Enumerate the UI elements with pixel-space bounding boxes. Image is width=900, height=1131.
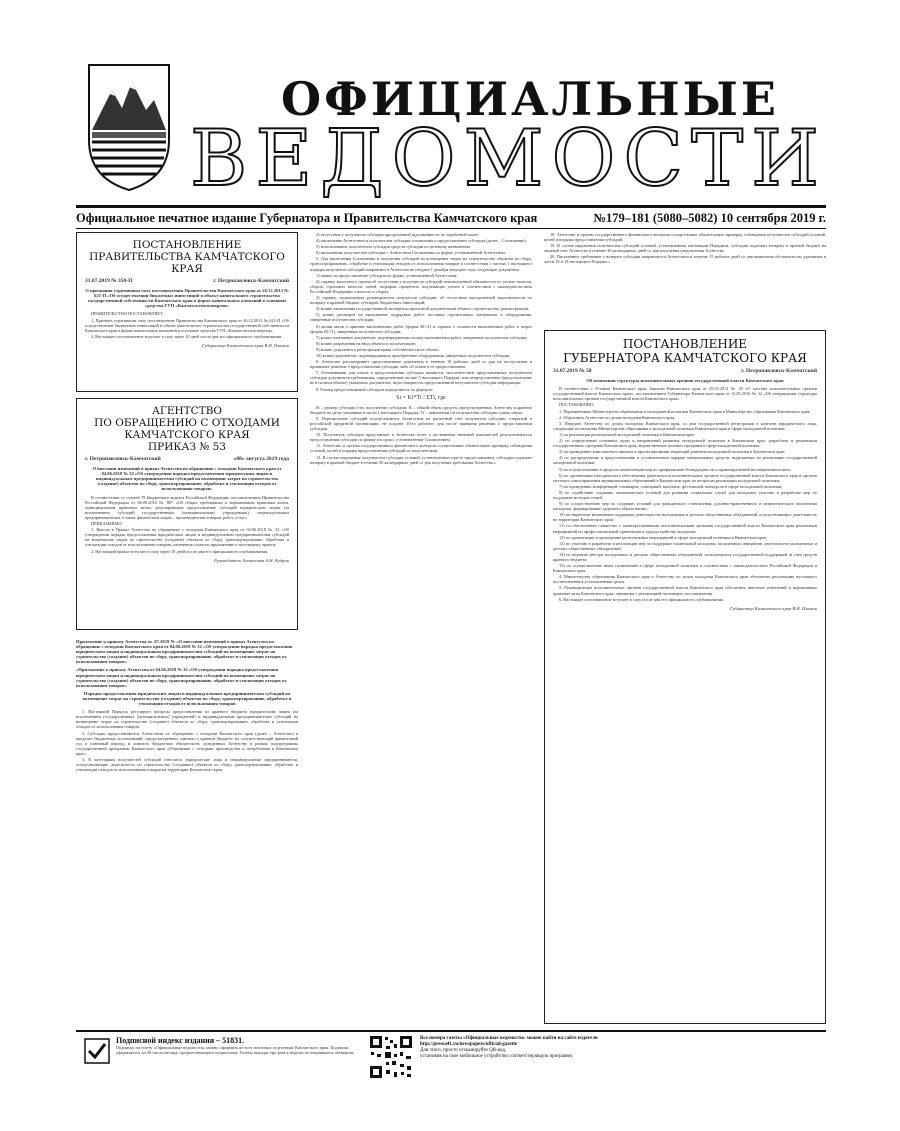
doc3-meta xyxy=(553,369,817,374)
doc3-box xyxy=(544,330,826,1024)
masthead-title-top: ОФИЦИАЛЬНЫЕ xyxy=(281,72,779,126)
cont-p6: 1) заявку на предоставление субсидии по форме, установленной Агентством; xyxy=(316,272,458,278)
cont-p5: 5. Для заключения Соглашения и получения субсидий на возмещение затрат на строительство объектов по сбору, транспортированию, обработке и утилизации отходов от использования товаров в соответствии с частью 1 настоящего порядка получатель субсидий направляет в Агентство не позднее 1 декабря текущего года следующие документы: xyxy=(310,256,532,272)
doc2-appendix xyxy=(76,636,298,1024)
doc2-sign: Руководитель Агентства А.Н. Кудрин xyxy=(213,557,289,563)
doc2-meta xyxy=(85,457,289,462)
intro-p1: 18. Агентство и органы государственного финансового контроля осуществляют обязательную проверку соблюдения получателем субсидий условий, целей и порядка предоставления субсидий. xyxy=(544,232,826,243)
doc2-box xyxy=(76,398,298,630)
subscription-title: Подписной индекс издания – 51831. xyxy=(116,1036,245,1045)
doc3-p18: 14) по ведению реестра молодежных и детских общественных объединений, пользующихся государственной поддержкой за счет средств краевого бюджета; xyxy=(553,551,817,562)
cont-p18: 8. Размер предоставляемой субсидии определяется по формуле: xyxy=(316,386,433,392)
cont-p4: 6) выполнение получателем субсидии с Агентством Соглашения по форме, установленной Агентством. xyxy=(316,250,506,256)
cont-p9: 4) копию заключения государственной экспертизы проектной документации объекта строительства, реконструкции; xyxy=(316,306,530,312)
doc2-continued xyxy=(310,232,532,1024)
doc3-p2: 1. Переименовать Министерство образования и молодежной политики Камчатского края в Министерство образования Камчатского края. xyxy=(559,408,811,414)
appendix-p3: 1. Настоящий Порядок регулирует вопросы предоставления из краевого бюджета юридическим лицам (за исключением государственных (муниципальных) учреждений) и индивидуальным предпринимателям субсидий на возмещение затрат на строительство (создание) объектов по сбору, транспортированию, обработке и утилизации отходов от использования товаров. xyxy=(76,709,298,730)
cont-p1: 3) отсутствие у получателя субсидии просроченной задолженности по заработной плате; xyxy=(316,232,479,237)
site-line2: Для этого, просто отсканируйте QR-код, xyxy=(420,1048,507,1053)
doc2-header-text: АГЕНТСТВО ПО ОБРАЩЕНИЮ С ОТХОДАМИ КАМЧАТСКОГО КРАЯ ПРИКАЗ № 53 xyxy=(94,405,280,453)
doc3-p20: 4. Министерству образования Камчатского края и Агентству по делам молодежи Камчатского края обеспечить реализацию настоящего постановления в установленные сроки. xyxy=(553,574,817,585)
cont-p10: 5) копии договоров на выполнение подрядных работ, поставку строительных материалов и оборудования, заверенные получателем субсидии; xyxy=(310,312,532,323)
cont-p12: 7) копии платежных документов, подтверждающих оплату выполненных работ, заверенные получателем субсидии; xyxy=(316,334,528,340)
doc3-preamble: ПОСТАНОВЛЯЮ: xyxy=(559,402,594,408)
doc3-header-text: ПОСТАНОВЛЕНИЕ ГУБЕРНАТОРА КАМЧАТСКОГО КРАЯ xyxy=(563,337,807,365)
doc2-p1: В соответствии со статьей 78 Бюджетного кодекса Российской Федерации, постановлением Правительства Российской Федерации от 06.09.2016 № 887 «Об общих требованиях к нормативным правовым актам, муниципальным правовым актам, регулирующим предоставление субсидий юридическим лицам (за исключением субсидий государственным (муниципальным) учреждениям), индивидуальным предпринимателям, а также физическим лицам – производителям товаров, работ, услуг» xyxy=(85,494,289,520)
cont-p14: 9) копию документа о регистрации права собственности на объект; xyxy=(316,346,440,352)
doc3-p10: 6) по организации методического обеспечения деятельности исполнительных органов государственной власти Камчатского края и органов местного самоуправления муниципальных образований в Камчатском крае по вопросам реализации молодежной политики; xyxy=(553,472,817,483)
doc3-p15: 11) по обеспечению совместно с заинтересованными исполнительными органами государственной власти Камчатского края реализации мероприятий по профессиональной ориентации и трудоустройству молодежи; xyxy=(553,523,817,534)
masthead-title-main: ВЕДОМОСТИ xyxy=(190,114,828,204)
cont-p2: 4) заключение Агентством и получателем субсидии соглашения о предоставлении субсидии (далее – Соглашение); xyxy=(316,238,527,244)
doc3-p11: 7) по проведению конференций, семинаров, совещаний, выставок, фестивалей, конкурсов в сфере молодежной политики; xyxy=(559,483,783,489)
doc2-preamble: ПРИКАЗЫВАЮ: xyxy=(91,521,123,527)
appendix-p2: «Приложение к приказу Агентства от 04.06.2018 № 32 «Об утверждении порядка предоставления юридическим лицам и индивидуальным предпринимателям субсидий на возмещение затрат на строительство (создание) объектов по сбору, транспортированию, обработке и утилизации отходов от использования товаров» xyxy=(76,667,287,688)
doc3-p7: 3) по проведению комплексного анализа и прогнозирования тенденций развития молодежной политики в Камчатском крае; xyxy=(559,449,786,455)
doc1-sign: Губернатор Камчатского края В.И. Илюхин xyxy=(202,342,289,348)
cont-p16: 6. Агентство рассматривает представленные документы в течение 10 рабочих дней со дня их поступления и принимает решение о предоставлении субсидии либо об отказе в ее предоставлении. xyxy=(310,359,532,370)
doc3-p12: 8) по содействию созданию экономических условий для развития социальных служб для молодежи, участию в разработке мер по поддержке молодых семей; xyxy=(553,489,817,500)
doc1-header-text: ПОСТАНОВЛЕНИЕ ПРАВИТЕЛЬСТВА КАМЧАТСКОГО КРАЯ xyxy=(89,239,285,275)
doc3-sign: Губернатор Камчатского края В.И. Илюхин xyxy=(730,605,817,611)
doc3-p21: 5. Руководителям исполнительных органов государственной власти Камчатского края обеспечить внесение изменений в нормативные правовые акты Камчатского края, связанные с реализацией настоящего постановления. xyxy=(553,585,817,596)
doc3-p9: 5) по осуществлению в пределах компетенции мер по профилактике безнадзорности и правонарушений несовершеннолетних; xyxy=(559,466,792,472)
doc3-p13: 9) по осуществлению мер по созданию условий для гражданского становления, духовно-нравственного и патриотического воспитания молодежи, формированию здорового образа жизни; xyxy=(553,501,817,512)
intro-p2: 19. В случае нарушения получателем субсидий условий, установленных настоящим Порядком, субсидия подлежит возврату в краевой бюджет на лицевой счет Агентства в течение 30 календарных дней со дня получения уведомления Агентства. xyxy=(544,243,826,254)
site-info xyxy=(420,1036,820,1060)
doc3-place: г. Петропавловск-Камчатский xyxy=(741,368,817,374)
doc2-title: О внесении изменений в приказ Агентства по обращению с отходами Камчатского края от 04.06.2018 № 32 «Об утверждении порядка предоставления юридическим лицам и индивидуальным предпринимателям субсидий на возмещение затрат на строительство (создание) объектов по сбору, транспортированию, обработке и утилизации отходов от использования товаров» xyxy=(92,466,282,492)
doc1-p1: 1. Признать утратившим силу постановление Правительства Камчатского края от 26.12.2013 № 621-П «Об осуществлении бюджетных инвестиций в объект капитального строительства государственной собственности Камчатского края в форме капитальных вложений в основные средства ГУП «Камчатсктеплоэнергия». xyxy=(85,317,289,333)
doc1-header xyxy=(85,239,289,275)
doc1-preamble: ПРАВИТЕЛЬСТВО ПОСТАНОВЛЯЕТ: xyxy=(91,311,164,317)
doc3-p8: 4) по распределению и предоставлению в установленном порядке материальных средств, выделяемых на реализацию государственной молодежной политики; xyxy=(553,455,817,466)
doc2-place: г. Петропавловск-Камчатский xyxy=(85,456,161,462)
doc3-p5: 1) по реализации региональной молодежной политики в Камчатском крае; xyxy=(559,431,696,437)
doc3-p3: 2. Образовать Агентство по делам молодежи Камчатского края. xyxy=(559,414,676,420)
cont-p21: 10. Получатель субсидии представляет в Агентство отчет о достижении значений показателей результативности предоставления субсидии по форме и в сроки, установленные Соглашением. xyxy=(310,432,532,443)
doc3-title: Об изменении структуры исполнительных органов государственной власти Камчатского края xyxy=(586,378,784,384)
issue-number: №179–181 (5080–5082) 10 сентября 2019 г. xyxy=(593,210,826,225)
doc1-number: 31.07.2019 № 350-П xyxy=(85,278,133,284)
site-url[interactable]: http://pressa41.ru/newspapers/official-gazette xyxy=(420,1042,518,1047)
cont-p22: 11. Агентство и органы государственного финансового контроля осуществляют обязательную проверку соблюдения условий, целей и порядка предоставления субсидий их получателями. xyxy=(310,443,532,454)
subscription-box xyxy=(116,1036,361,1080)
doc1-meta xyxy=(85,279,289,284)
doc3-p22: 6. Настоящее постановление вступает в силу после дня его официального опубликования. xyxy=(559,596,724,602)
doc2-p2: 1. Внести в Приказ Агентства по обращению с отходами Камчатского края от 04.06.2018 № 32 «Об утверждении порядка предоставления юридическим лицам и индивидуальным предпринимателям субсидий на возмещение затрат на строительство (создание) объектов по сбору, транспортированию, обработке и утилизации отходов от использования товаров» изменения согласно приложению к настоящему приказу. xyxy=(85,527,289,548)
doc1-title: О признании утратившим силу постановления Правительства Камчатского края от 26.12.2013 № 621-П «Об осуществлении бюджетных инвестиций в объект капитального строительства государственной собственности Камчатского края в форме капитальных вложений в основные средства ГУП «Камчатсктеплоэнергия» xyxy=(85,288,289,309)
doc1-box xyxy=(76,232,298,392)
doc3-header xyxy=(553,337,817,365)
doc3-p6: 2) по определению основных задач и направлений развития молодежной политики в Камчатском крае, разработке и реализации государственных программ Камчатского края, ведомственных целевых программ в сфере молодежной политики; xyxy=(553,438,817,449)
doc3-p17: 13) по участию в разработке и реализации мер по поддержке талантливой молодежи, молодежных инициатив, деятельности молодежных и детских общественных объединений; xyxy=(553,540,817,551)
intro-p3: 20. Письменное требование о возврате субсидии направляется Агентством в течение 15 рабочих дней со дня выявления обстоятельств, указанных в части 18 и 19 настоящего Порядка.» xyxy=(544,254,826,265)
doc3-p14: 10) по выработке механизмов поддержки деятельности молодежных и детских общественных объединений, осуществляющих деятельность на территории Камчатского края; xyxy=(553,512,817,523)
masthead-subtitle: Официальное печатное издание Губернатора и Правительства Камчатского края xyxy=(76,210,538,225)
doc2-header xyxy=(85,405,289,453)
cont-p3: 5) использование получателем субсидии средств субсидии по целевому назначению; xyxy=(316,244,472,250)
cont-p23: 12. В случае нарушения получателем субсидии условий, установленных при ее предоставлении, субсидия подлежит возврату в краевой бюджет в течение 30 календарных дней со дня получения требования Агентства.» xyxy=(310,454,532,465)
cont-p7: 2) справку налогового органа об отсутствии у получателя субсидий неисполненной обязанности по уплате налогов, сборов, страховых взносов, пеней, штрафов, процентов, подлежащих уплате в соответствии с законодательством Российской Федерации о налогах и сборах; xyxy=(310,278,532,294)
kamchatka-emblem xyxy=(84,60,174,195)
cont-p17: 7. Основаниями для отказа в предоставлении субсидии являются: несоответствие представленных получателем субсидии документов требованиям, определенным частью 5 настоящего Порядка, или непредставление (предоставление не в полном объеме) указанных документов; недостоверность представленной получателем субсидии информации. xyxy=(310,370,532,386)
appendix-title: Порядок предоставления юридическим лицам и индивидуальным предпринимателям субсидий на возмещение затрат на строительство (создание) объектов по сбору, транспортированию, обработке и утилизации отходов от использования товаров xyxy=(82,690,292,707)
cont-p13: 8) копию разрешения на ввод объекта в эксплуатацию; xyxy=(316,340,417,346)
doc3-p1: В соответствии с Уставом Камчатского края, Законом Камчатского края от 29.03.2012 № 30 «О системе исполнительных органов государственной власти Камчатского края», постановлением Губернатора Камчатского края от 13.05.2016 № 32 «Об утверждении структуры исполнительных органов государственной власти Камчатского края» xyxy=(553,386,817,402)
doc3-p4: 3. Передать Агентству по делам молодежи Камчатского края, со дня государственной регистрации в качестве юридического лица, следующие полномочия Министерства образования и молодежной политики Камчатского края в сфере молодежной политики: xyxy=(553,420,817,431)
doc1-p2: 2. Настоящее постановление вступает в силу через 10 дней после дня его официального опубликования. xyxy=(91,333,283,339)
cont-p8: 3) справку, подписанную руководителем получателя субсидии, об отсутствии просроченной задолженности по возврату в краевой бюджет субсидий, бюджетных инвестиций; xyxy=(310,295,532,306)
cont-p19: Si – размер субсидии i-му получателю субсидии; K – общий объем средств, предусмотренных Агентству в краевом бюджете на цели, указанные в части 1 настоящего Порядка; Ti – заявленная i-м получателем субсидии сумма затрат. xyxy=(310,404,532,415)
doc3-intro xyxy=(544,232,826,294)
site-line3: установив на свое мобильное устройство соответствующую программу. xyxy=(420,1054,574,1059)
appendix-p4: 2. Субсидии предоставляются Агентством по обращению с отходами Камчатского края (далее – Агентство) в пределах бюджетных ассигнований, предусмотренных законом о краевом бюджете на соответствующий финансовый год и плановый период, и лимитов бюджетных обязательств, доведенных Агентству в рамках подпрограммы государственной программы Камчатского края «Обращение с отходами производства и потребления в Камчатском крае». xyxy=(76,730,298,756)
appendix-p1: Приложение к приказу Агентства от .07.2019 № «О внесении изменений в приказ Агентства по обращению с отходами Камчатского края от 04.06.2018 № 32 «Об утверждении порядка предоставления юридическим лицам и индивидуальным предпринимателям субсидий на возмещение затрат на строительство (создание) объектов по сбору, транспортированию, обработке и утилизации отходов от использования товаров» xyxy=(76,639,293,665)
doc3-number: 31.07.2019 № 58 xyxy=(553,368,592,374)
doc2-date: «08» августа 2019 года xyxy=(233,456,289,462)
site-line1: Все номера газеты «Официальные ведомости» можно найти на сайте издателя xyxy=(420,1036,598,1041)
appendix-p5: 3. К категориям получателей субсидий относятся юридические лица и индивидуальные предприниматели, осуществляющие деятельность по строительству (созданию) объектов по сбору, транспортированию, обработке и утилизации отходов от использования товаров на территории Камчатского края. xyxy=(76,756,298,773)
qr-code-icon[interactable] xyxy=(368,1034,414,1080)
cont-p11: 6) копии актов о приемке выполненных работ (форма КС-2) и справок о стоимости выполненных работ и затрат (форма КС-3), заверенные получателем субсидии; xyxy=(310,323,532,334)
cont-formula: Si = Ki*Ti / ΣTi, где xyxy=(396,394,446,401)
cont-p20: 9. Перечисление субсидий осуществляется Агентством на расчетный счет получателя субсидии, открытый в российской кредитной организации, не позднее 10-го рабочего дня после принятия решения о предоставлении субсидии. xyxy=(310,415,532,432)
doc2-p3: 2. Настоящий приказ вступает в силу через 10 дней после дня его официального опубликования. xyxy=(91,548,268,554)
masthead-subtitle-bar xyxy=(76,205,826,229)
doc3-p16: 12) по организации и проведению региональных мероприятий в сфере молодежной политики в Камчатском крае; xyxy=(559,534,768,540)
doc3-p19: 15) по осуществлению иных полномочий в сфере молодежной политики в соответствии с законодательством Российской Федерации и Камчатского края. xyxy=(553,563,817,574)
subscription-check-icon xyxy=(84,1038,110,1064)
doc1-place: г. Петропавловск-Камчатский xyxy=(213,278,289,284)
subscription-text: Подписку на газету «Официальные ведомости» можно оформить во всех почтовых отделениях Камчатского края. Подписка оформляется до 26 числа месяца, предшествующего подписному. Газеты выходят три раза в неделю по вторникам и четвергам. xyxy=(116,1045,355,1055)
cont-p15: 10) копии документов, подтверждающих приобретение оборудования, заверенные получателем субсидии. xyxy=(316,352,511,358)
